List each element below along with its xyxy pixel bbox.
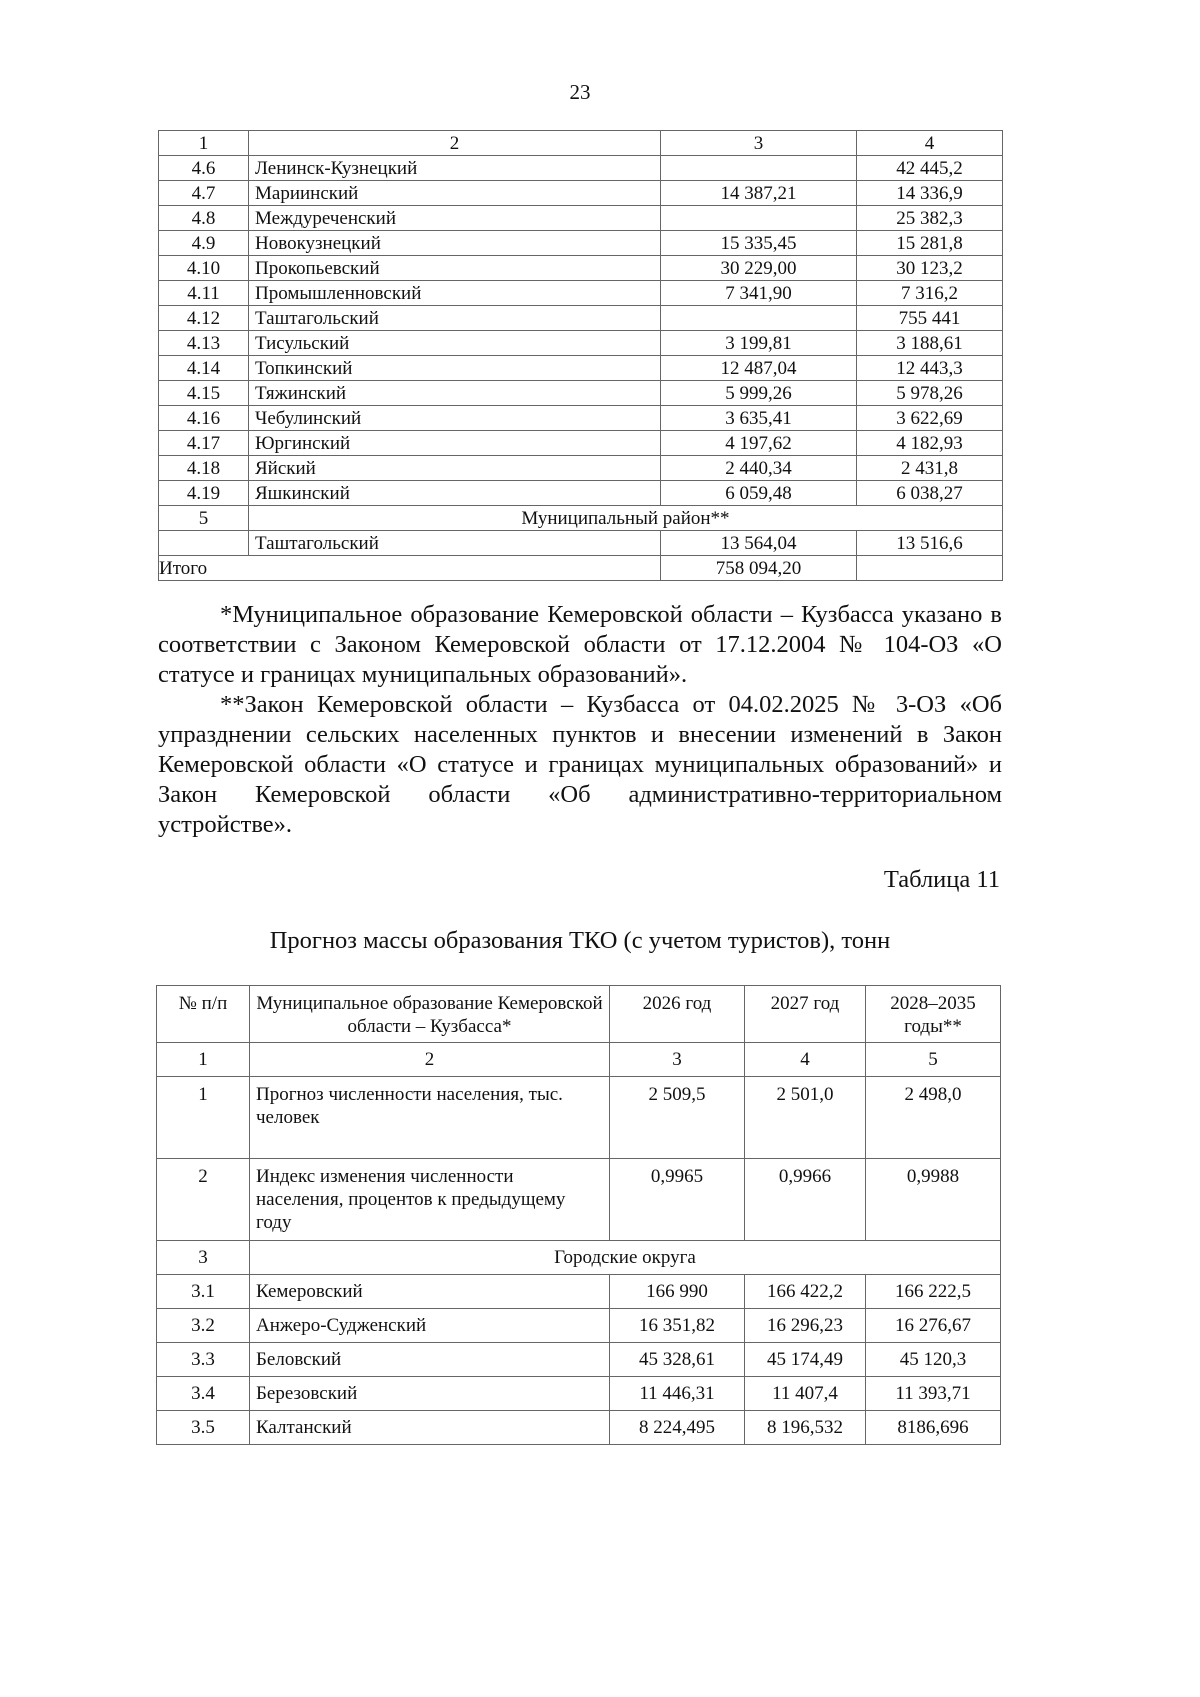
value-col3 (661, 306, 857, 331)
section-number: 5 (159, 506, 249, 531)
section-number: 3 (157, 1241, 250, 1275)
row-number: 4.10 (159, 256, 249, 281)
value-col3: 30 229,00 (661, 256, 857, 281)
value: 11 393,71 (866, 1377, 1001, 1411)
row-number: 4.17 (159, 431, 249, 456)
municipality-name: Прокопьевский (249, 256, 661, 281)
table-title: Прогноз массы образования ТКО (с учетом туристов), тонн (269, 927, 891, 954)
value-col3: 4 197,62 (661, 431, 857, 456)
value: 2 509,5 (610, 1077, 745, 1159)
table-11 (156, 985, 1001, 1445)
municipality-name: Беловский (250, 1343, 610, 1377)
section-row (159, 506, 1003, 531)
value-col4: 14 336,9 (857, 181, 1003, 206)
value: 0,9966 (745, 1159, 866, 1241)
municipality-name: Таштагольский (249, 306, 661, 331)
row-number: 4.18 (159, 456, 249, 481)
value-col4: 6 038,27 (857, 481, 1003, 506)
municipality-name: Тисульский (249, 331, 661, 356)
value-col4: 25 382,3 (857, 206, 1003, 231)
value-col4: 12 443,3 (857, 356, 1003, 381)
table-row (159, 156, 1003, 181)
value-col4: 4 182,93 (857, 431, 1003, 456)
municipality-name: Топкинский (249, 356, 661, 381)
value: 2 501,0 (745, 1077, 866, 1159)
table-row (159, 406, 1003, 431)
value-col3 (661, 206, 857, 231)
number-row (157, 1043, 1001, 1077)
table-row (159, 206, 1003, 231)
total-row (159, 556, 1003, 581)
municipality-name: Тяжинский (249, 381, 661, 406)
row-number: 4.14 (159, 356, 249, 381)
table-row (157, 1077, 1001, 1159)
value: 45 328,61 (610, 1343, 745, 1377)
value-col4: 2 431,8 (857, 456, 1003, 481)
total-label: Итого (159, 556, 661, 581)
column-number: 4 (745, 1043, 866, 1077)
table-row (157, 1411, 1001, 1445)
value: 0,9965 (610, 1159, 745, 1241)
table-row (159, 281, 1003, 306)
column-header: 2026 год (610, 986, 745, 1043)
footnote-1: *Муниципальное образование Кемеровской области – Кузбасса указано в соответствии с Законом Кемеровской области от 17.12.2004 № 104-ОЗ «О статусе и границах муниципальных образований». (158, 601, 1002, 688)
municipality-name: Мариинский (249, 181, 661, 206)
row-number: 4.15 (159, 381, 249, 406)
row-number: 4.9 (159, 231, 249, 256)
section-label: Городские округа (250, 1241, 1001, 1275)
value: 3.4 (157, 1377, 250, 1411)
value-col3 (661, 156, 857, 181)
value-col4: 30 123,2 (857, 256, 1003, 281)
section-row (157, 1241, 1001, 1275)
column-number: 2 (249, 131, 661, 156)
table-row (159, 531, 1003, 556)
table-row (159, 331, 1003, 356)
value-col4: 3 622,69 (857, 406, 1003, 431)
value: 3.5 (157, 1411, 250, 1445)
municipality-name: Калтанский (250, 1411, 610, 1445)
municipality-name: Яйский (249, 456, 661, 481)
row-number: 4.7 (159, 181, 249, 206)
value: 13 516,6 (857, 531, 1003, 556)
value-col3: 5 999,26 (661, 381, 857, 406)
municipality-name: Ленинск-Кузнецкий (249, 156, 661, 181)
municipality-name: Юргинский (249, 431, 661, 456)
column-number: 2 (250, 1043, 610, 1077)
municipality-name: Березовский (250, 1377, 610, 1411)
value: 1 (157, 1077, 250, 1159)
municipality-name: Кемеровский (250, 1275, 610, 1309)
table-row (159, 306, 1003, 331)
row-number: 4.11 (159, 281, 249, 306)
value-col3: 2 440,34 (661, 456, 857, 481)
footnotes (158, 600, 1002, 840)
table-row (157, 1377, 1001, 1411)
column-header: 2028–2035 годы** (866, 986, 1001, 1043)
value: 13 564,04 (661, 531, 857, 556)
value-col4: 15 281,8 (857, 231, 1003, 256)
value: 16 296,23 (745, 1309, 866, 1343)
table-row (159, 231, 1003, 256)
value-col4: 7 316,2 (857, 281, 1003, 306)
value-col3: 7 341,90 (661, 281, 857, 306)
value: 16 351,82 (610, 1309, 745, 1343)
value-col4: 5 978,26 (857, 381, 1003, 406)
value-col3: 14 387,21 (661, 181, 857, 206)
municipality-name: Анжеро-Судженский (250, 1309, 610, 1343)
municipality-name: Чебулинский (249, 406, 661, 431)
value: 166 990 (610, 1275, 745, 1309)
header-row (157, 986, 1001, 1043)
municipality-name: Новокузнецкий (249, 231, 661, 256)
row-number: 4.6 (159, 156, 249, 181)
municipality-name: Промышленновский (249, 281, 661, 306)
value: 3.2 (157, 1309, 250, 1343)
page-number: 23 (569, 80, 591, 104)
section-label: Муниципальный район** (249, 506, 1003, 531)
value-col4: 755 441 (857, 306, 1003, 331)
table-row (159, 481, 1003, 506)
row-number: 4.19 (159, 481, 249, 506)
table-row (157, 1309, 1001, 1343)
column-header: 2027 год (745, 986, 866, 1043)
table-row (159, 456, 1003, 481)
empty-cell (857, 556, 1003, 581)
table-row (159, 431, 1003, 456)
value: 16 276,67 (866, 1309, 1001, 1343)
column-header: Муниципальное образование Кемеровской области – Кузбасса* (250, 986, 610, 1043)
value: 11 407,4 (745, 1377, 866, 1411)
column-number: 3 (661, 131, 857, 156)
value (159, 531, 249, 556)
value: 3.3 (157, 1343, 250, 1377)
value-col3: 6 059,48 (661, 481, 857, 506)
municipality-name: Яшкинский (249, 481, 661, 506)
row-number: 4.16 (159, 406, 249, 431)
indicator-name: Индекс изменения численности населения, процентов к предыдущему году (250, 1159, 610, 1241)
footnote-2: **Закон Кемеровской области – Кузбасса от 04.02.2025 № 3-ОЗ «Об упразднении сельских населенных пунктов и внесении изменений в Закон Кемеровской области «О статусе и границах муниципальных образований» и Закон Кемеровской области «Об административно-территориальном устройстве». (158, 691, 1002, 838)
value: 2 (157, 1159, 250, 1241)
table-row (157, 1159, 1001, 1241)
row-number: 4.13 (159, 331, 249, 356)
value: 11 446,31 (610, 1377, 745, 1411)
value: 2 498,0 (866, 1077, 1001, 1159)
municipality-name: Междуреченский (249, 206, 661, 231)
total-value: 758 094,20 (661, 556, 857, 581)
header-row (159, 131, 1003, 156)
row-number: 4.12 (159, 306, 249, 331)
table-row (159, 381, 1003, 406)
row-number: 4.8 (159, 206, 249, 231)
table-row (157, 1275, 1001, 1309)
value-col4: 3 188,61 (857, 331, 1003, 356)
value: 8186,696 (866, 1411, 1001, 1445)
value-col3: 15 335,45 (661, 231, 857, 256)
value-col3: 3 635,41 (661, 406, 857, 431)
table-row (159, 256, 1003, 281)
municipality-name: Таштагольский (249, 531, 661, 556)
column-number: 1 (157, 1043, 250, 1077)
table-row (159, 356, 1003, 381)
value-col4: 42 445,2 (857, 156, 1003, 181)
value-col3: 3 199,81 (661, 331, 857, 356)
previous-table (158, 130, 1003, 581)
value: 8 224,495 (610, 1411, 745, 1445)
column-header: № п/п (157, 986, 250, 1043)
column-number: 3 (610, 1043, 745, 1077)
value: 3.1 (157, 1275, 250, 1309)
table-label: Таблица 11 (883, 866, 1000, 893)
value: 166 222,5 (866, 1275, 1001, 1309)
value-col3: 12 487,04 (661, 356, 857, 381)
table-row (159, 181, 1003, 206)
indicator-name: Прогноз численности населения, тыс. человек (250, 1077, 610, 1159)
value: 0,9988 (866, 1159, 1001, 1241)
value: 45 174,49 (745, 1343, 866, 1377)
column-number: 4 (857, 131, 1003, 156)
value: 166 422,2 (745, 1275, 866, 1309)
column-number: 1 (159, 131, 249, 156)
column-number: 5 (866, 1043, 1001, 1077)
value: 8 196,532 (745, 1411, 866, 1445)
table-row (157, 1343, 1001, 1377)
value: 45 120,3 (866, 1343, 1001, 1377)
